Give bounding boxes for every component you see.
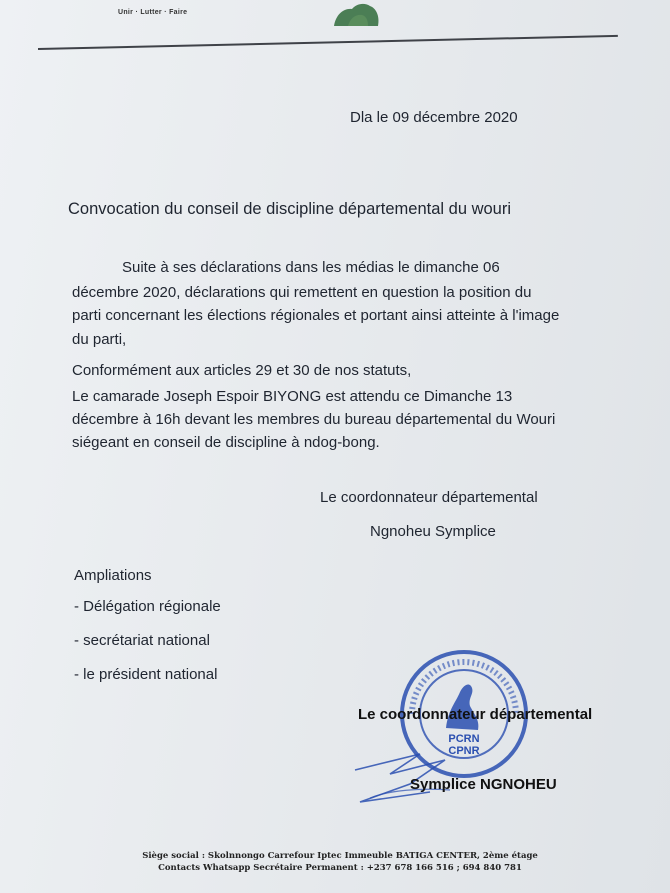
paragraph3-line: siégeant en conseil de discipline à ndog-bong. — [72, 434, 380, 451]
paragraph1-line: Suite à ses déclarations dans les médias le dimanche 06 — [122, 259, 500, 276]
ampliation-item: - Délégation régionale — [74, 598, 221, 615]
paragraph3-line: Le camarade Joseph Espoir BIYONG est attendu ce Dimanche 13 — [72, 388, 513, 405]
stamp-signature-role: Le coordonnateur départemental — [358, 706, 593, 723]
paragraph1-line: décembre 2020, déclarations qui remettent en question la position du — [72, 284, 532, 301]
paragraph1-line: parti concernant les élections régionales et portant ainsi atteinte à l'image — [72, 307, 560, 324]
ampliation-item: - secrétariat national — [74, 632, 210, 649]
letter-date: Dla le 09 décembre 2020 — [350, 109, 518, 126]
ampliation-item: - le président national — [74, 666, 218, 683]
seal-top-text: PCRN — [448, 733, 480, 745]
handwritten-signature — [350, 740, 460, 810]
footer-contacts: Contacts Whatsapp Secrétaire Permanent : +237 678 166 516 ; 694 840 781 — [158, 863, 522, 873]
signature-name: Ngnoheu Symplice — [370, 523, 496, 540]
paragraph3-line: décembre à 16h devant les membres du bureau départemental du Wouri — [72, 411, 556, 428]
signature-role: Le coordonnateur départemental — [320, 489, 538, 506]
stamp-signature-name: Symplice NGNOHEU — [410, 776, 557, 793]
footer-address: Siège social : Skolnnongo Carrefour Iptec Immeuble BATIGA CENTER, 2ème étage — [142, 851, 538, 861]
party-emblem-icon — [330, 0, 382, 26]
ampliations-title: Ampliations — [74, 567, 152, 584]
header-divider — [38, 35, 618, 50]
paragraph1-line: du parti, — [72, 331, 127, 348]
letter-title: Convocation du conseil de discipline départemental du wouri — [68, 200, 512, 218]
paragraph2: Conformément aux articles 29 et 30 de nos statuts, — [72, 362, 412, 379]
seal-bottom-text: CPNR — [448, 745, 480, 757]
header-motto: Unir · Lutter · Faire — [118, 9, 188, 16]
